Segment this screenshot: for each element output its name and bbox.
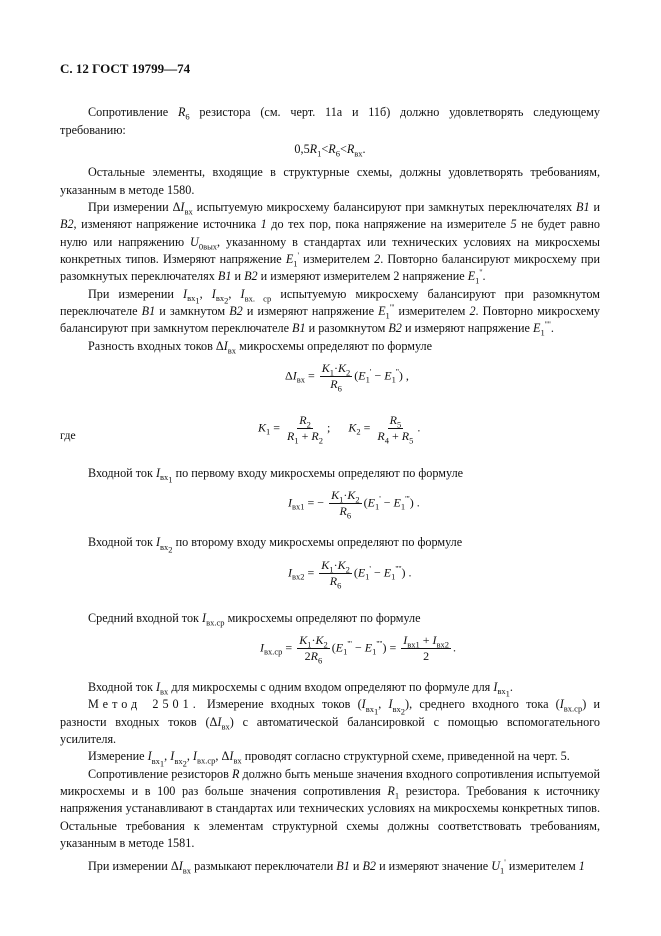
formula-delta-i: $\Delta I_{вх}$ = $\frac{K_1\cdot K_2}{R_6}$ $(E_1' - E_1'')$ , — [285, 361, 409, 394]
condition-formula: $0,5R_1<R_6<R_{вх}$. — [294, 142, 366, 159]
paragraph-10: Метод 2501. Измерение входных токов ($I_{вх_1}$, $I_{вх_2}$), среднего входного тока $(I_{вх.ср})$ и разности входных токов $(\Delta I_{вх})$ с автоматической балансировкой с помощью вспомогательного усилителя. — [60, 697, 600, 747]
paragraph-13: При измерении $\Delta I_{вх}$ размыкают переключатели В1 и В2 и измеряют значение $U_1'$ измерителем 1 — [88, 857, 585, 876]
formula-i2: $I_{вх2}$ = $\frac{K_1\cdot K_2}{R_6}$ $(E_1' - E_1'''')$ . — [288, 557, 412, 591]
formula-isr: $I_{вх.ср}$ = $\frac{K_1\cdot K_2}{2R_6}$ $(E_1''' - E_1'''')$ = $I_{вх1} + I_{вх2}$ 2 . — [260, 633, 457, 666]
page-header: С. 12 ГОСТ 19799—74 — [60, 61, 191, 76]
document-page — [60, 60, 600, 876]
formula-i1: $I_{вх1}$ = − $\frac{K_1\cdot K_2}{R_6}$ $(E_1' - E_1''')$ . — [288, 488, 420, 521]
paragraph-7: Входной ток $I_{вх_2}$ по второму входу микросхемы определяют по формуле — [88, 535, 463, 555]
paragraph-1: Сопротивление $R_6$ резистора (см. черт. 11а и 11б) должно удовлетворять следующему требованию: — [60, 105, 600, 137]
method-label: Метод 2501. — [88, 697, 200, 712]
where-label: где — [60, 428, 76, 443]
formula-k: где $K_1$ = $\frac{R_2}{R_1 + R_2}$ ; $K_2$ = $\frac{R_5}{R_4 + R_5}$ . — [60, 413, 421, 446]
paragraph-2: Остальные элементы, входящие в структурные схемы, должны удовлетворять требованиям, указанным в методе 1580. — [60, 165, 600, 197]
paragraph-11: Измерение $I_{вх_1}$, $I_{вх_2}$, $I_{вх.ср}$, $\Delta I_{вх}$ проводят согласно структурной схеме, приведенной на черт. 5. — [88, 749, 570, 769]
paragraph-12: Сопротивление резисторов R должно быть меньше значения входного сопротивления испытуемой микросхемы и в 100 раз больше значения сопротивления $R_1$ резистора. Требования к источнику напряжения устанавливают в стандартах или технических условиях на микросхемы конкретных типов. Остальные требования к элементам структурной схемы должны соответствовать требованиям, указанным в методе 1581. — [60, 766, 600, 850]
paragraph-9: Входной ток $I_{вх}$ для микросхемы с одним входом определяют по формуле для $I_{вх_1}$. — [88, 680, 513, 700]
paragraph-8: Средний входной ток $I_{вх.ср}$ микросхемы определяют по формуле — [88, 610, 421, 628]
paragraph-4: При измерении $I_{вх_1}$, $I_{вх_2}$, $I_{вх. ср}$ испытуемую микросхему балансируют при разомкнутом переключателе В1 и замкнутом В2 и измеряют напряжение $E_1'''$ измерителем 2. Повторно микросхему балансируют при замкнутом переключателе В1 и разомкнутом В2 и измеряют напряжение $E_1''''$. — [60, 286, 600, 338]
paragraph-5: Разность входных токов $\Delta I_{вх}$ микросхемы определяют по формуле — [88, 338, 433, 356]
paragraph-3: При измерении $\Delta I_{вх}$ испытуемую микросхему балансируют при замкнутых переключателях В1 и В2, изменяют напряжение источника 1 до тех пор, пока напряжение на измерителе 5 не будет равно нулю или напряжению $U_{0вых}$, указанному в стандартах или технических условиях на микросхемы конкретных типов. Измеряют напряжение $E_1'$ измерителем 2. Повторно балансируют микросхему при разомкнутых переключателях В1 и В2 и измеряют измерителем 2 напряжение $E_1''$. — [60, 200, 600, 286]
paragraph-6: Входной ток $I_{вх_1}$ по первому входу микросхемы определяют по формуле — [88, 466, 464, 486]
